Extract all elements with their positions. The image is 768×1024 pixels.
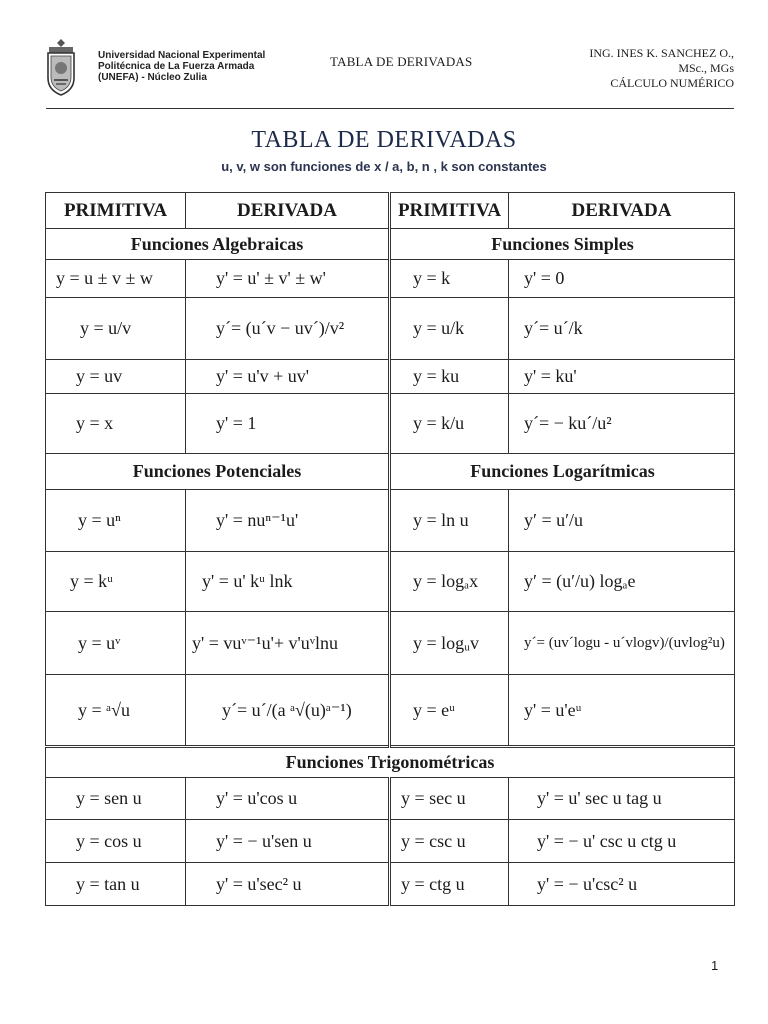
university-shield-logo bbox=[46, 38, 76, 96]
primitive-cell: y = tan u bbox=[46, 863, 186, 906]
derivative-cell: y´= u´/k bbox=[509, 298, 735, 360]
table-row bbox=[46, 394, 735, 454]
derivative-cell: y' = nuⁿ⁻¹u' bbox=[186, 490, 390, 552]
section-title-potenciales: Funciones Potenciales bbox=[46, 454, 390, 490]
page-title: TABLA DE DERIVADAS bbox=[251, 127, 517, 153]
primitive-cell: y = ln u bbox=[390, 490, 509, 552]
primitive-cell: y = ctg u bbox=[390, 863, 509, 906]
header-row bbox=[46, 193, 735, 229]
derivative-cell: y' = u'cos u bbox=[186, 778, 390, 820]
derivative-cell: y' = − u'csc² u bbox=[509, 863, 735, 906]
primitive-cell: y = eᵘ bbox=[390, 675, 509, 747]
derivative-cell: y´= − ku´/u² bbox=[509, 394, 735, 454]
table-row bbox=[46, 298, 735, 360]
primitive-cell: y = k/u bbox=[390, 394, 509, 454]
header-title: TABLA DE DERIVADAS bbox=[330, 54, 473, 69]
table-row bbox=[46, 675, 735, 747]
primitive-cell: y = cos u bbox=[46, 820, 186, 863]
derivative-cell: y´= (uv´logu - u´vlogv)/(uvlog²u) bbox=[509, 612, 735, 675]
derivative-cell: y' = u' kᵘ lnk bbox=[186, 552, 390, 612]
derivative-cell: y' = u'v + uv' bbox=[186, 360, 390, 394]
author-block: ING. INES K. SANCHEZ O., MSc., MGs CÁLCULO NUMÉRICO bbox=[589, 46, 734, 90]
column-header: DERIVADA bbox=[509, 193, 735, 229]
table-row bbox=[46, 778, 735, 820]
derivative-cell: y´= (u´v − uv´)/v² bbox=[186, 298, 390, 360]
column-header: PRIMITIVA bbox=[390, 193, 509, 229]
primitive-cell: y = u/v bbox=[46, 298, 186, 360]
table-row bbox=[46, 360, 735, 394]
table-row bbox=[46, 612, 735, 675]
primitive-cell: y = logᵤv bbox=[390, 612, 509, 675]
primitive-cell: y = sec u bbox=[390, 778, 509, 820]
primitive-cell: y = ku bbox=[390, 360, 509, 394]
header-divider bbox=[46, 108, 734, 109]
section-title-logaritmicas: Funciones Logarítmicas bbox=[390, 454, 735, 490]
derivative-cell: y' = − u'sen u bbox=[186, 820, 390, 863]
primitive-cell: y = x bbox=[46, 394, 186, 454]
table-row bbox=[46, 260, 735, 298]
primitive-cell: y = uv bbox=[46, 360, 186, 394]
table-row bbox=[46, 820, 735, 863]
primitive-cell: y = csc u bbox=[390, 820, 509, 863]
derivative-cell: y' = u' sec u tag u bbox=[509, 778, 735, 820]
column-header: DERIVADA bbox=[186, 193, 390, 229]
derivative-cell: y' = u' ± v' ± w' bbox=[186, 260, 390, 298]
derivative-cell: y' = u'sec² u bbox=[186, 863, 390, 906]
section-title-simples: Funciones Simples bbox=[390, 229, 735, 260]
primitive-cell: y = uᵛ bbox=[46, 612, 186, 675]
derivative-cell: y' = − u' csc u ctg u bbox=[509, 820, 735, 863]
section-title-algebraicas: Funciones Algebraicas bbox=[46, 229, 390, 260]
derivative-cell: y' = 0 bbox=[509, 260, 735, 298]
section-title-trigonometricas: Funciones Trigonométricas bbox=[46, 747, 735, 778]
derivative-cell: y' = u'eᵘ bbox=[509, 675, 735, 747]
primitive-cell: y = logₐx bbox=[390, 552, 509, 612]
derivative-cell: y′ = u′/u bbox=[509, 490, 735, 552]
derivatives-table bbox=[45, 192, 735, 906]
page-number: 1 bbox=[711, 958, 719, 973]
table-row bbox=[46, 552, 735, 612]
derivative-cell: y´= u´/(a ᵃ√(u)ᵃ⁻¹) bbox=[186, 675, 390, 747]
primitive-cell: y = u ± v ± w bbox=[46, 260, 186, 298]
table-row bbox=[46, 490, 735, 552]
table-row bbox=[46, 863, 735, 906]
page-subtitle: u, v, w son funciones de x / a, b, n , k son constantes bbox=[221, 159, 547, 174]
primitive-cell: y = ᵃ√u bbox=[46, 675, 186, 747]
derivative-cell: y′ = (u′/u) logₐe bbox=[509, 552, 735, 612]
primitive-cell: y = k bbox=[390, 260, 509, 298]
column-header: PRIMITIVA bbox=[46, 193, 186, 229]
primitive-cell: y = sen u bbox=[46, 778, 186, 820]
primitive-cell: y = u/k bbox=[390, 298, 509, 360]
derivative-cell: y' = ku' bbox=[509, 360, 735, 394]
primitive-cell: y = kᵘ bbox=[46, 552, 186, 612]
institution-name: Universidad Nacional Experimental Politécnica de La Fuerza Armada (UNEFA) - Núcleo Zulia bbox=[98, 50, 266, 83]
derivative-cell: y' = 1 bbox=[186, 394, 390, 454]
primitive-cell: y = uⁿ bbox=[46, 490, 186, 552]
derivative-cell: y' = vuᵛ⁻¹u'+ v'uᵛlnu bbox=[186, 612, 390, 675]
